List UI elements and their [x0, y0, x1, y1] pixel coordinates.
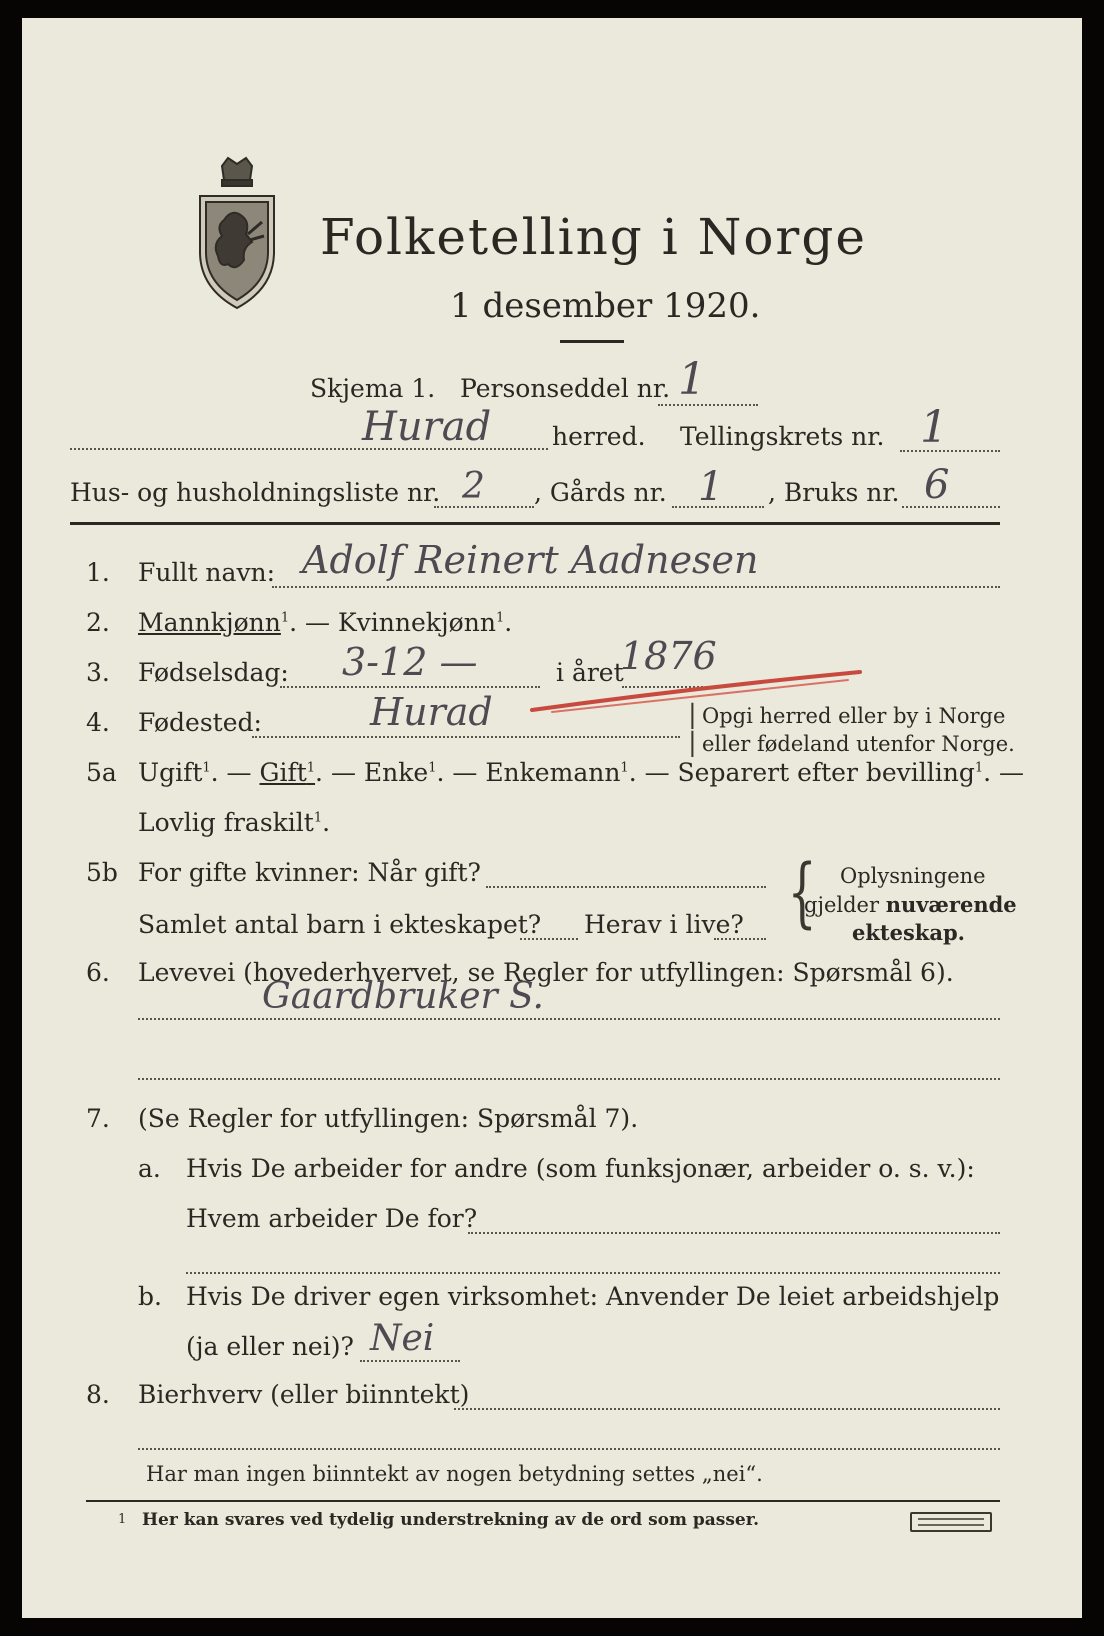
q8-label: Bierhverv (eller biinntekt) [138, 1380, 470, 1409]
q1-number: 1. [86, 558, 110, 587]
option-end: . [504, 608, 513, 637]
q8-number: 8. [86, 1380, 110, 1409]
hus-value[interactable]: 2 [462, 466, 485, 507]
employer-line [468, 1232, 1000, 1234]
q2-options [138, 608, 512, 637]
q7-label: (Se Regler for utfyllingen: Spørsmål 7). [138, 1104, 639, 1133]
hired-help-line [360, 1360, 460, 1362]
q3-label: Fødselsdag: [138, 658, 289, 687]
q5b-note-line2-a: gjelder [804, 893, 886, 917]
footnote-mark: 1 [620, 760, 629, 776]
footnote-mark: 1 [202, 760, 211, 776]
q5b-married-label: For gifte kvinner: Når gift? [138, 858, 481, 887]
header-rule [70, 522, 1000, 525]
ugift-option[interactable]: Ugift [138, 758, 203, 787]
birthplace-note-line2: eller fødeland utenfor Norge. [702, 732, 1015, 756]
q7b-text: Hvis De driver egen virksomhet: Anvender De leiet arbeidshjelp [186, 1282, 1000, 1311]
hired-help-value[interactable]: Nei [370, 1318, 435, 1359]
q5b-alive-label: Herav i live? [584, 910, 744, 939]
census-date: 1 desember 1920. [450, 286, 761, 326]
children-alive-line [714, 938, 766, 940]
birthday-value[interactable]: 3-12 — [342, 640, 478, 684]
tellingskrets-value[interactable]: 1 [920, 402, 948, 453]
birthplace-value[interactable]: Hurad [370, 690, 493, 734]
q5a-number: 5a [86, 758, 117, 787]
schema-label: Skjema 1. [310, 374, 436, 403]
separert-option[interactable]: Separert efter bevilling [677, 758, 975, 787]
option-separator: . — [315, 758, 364, 787]
option-separator: . — [210, 758, 260, 787]
option-separator: . — [983, 758, 1025, 787]
footnote-mark: 1 [428, 760, 437, 776]
q4-number: 4. [86, 708, 110, 737]
q5b-number: 5b [86, 858, 118, 887]
q6-number: 6. [86, 958, 110, 987]
form-title: Folketelling i Norge [320, 208, 867, 266]
title-divider [560, 340, 624, 343]
personseddel-label: Personseddel nr. [460, 374, 671, 403]
q7a-letter: a. [138, 1154, 161, 1183]
bruks-line [902, 506, 1000, 508]
footnote-number: 1 [118, 1512, 127, 1527]
footer-rule [86, 1500, 1000, 1502]
enkemann-option[interactable]: Enkemann [485, 758, 621, 787]
option-separator: . — [436, 758, 486, 787]
footnote-mark: 1 [974, 760, 984, 776]
enke-option[interactable]: Enke [363, 758, 429, 787]
bruks-value[interactable]: 6 [924, 462, 950, 508]
occupation-line [138, 1018, 1000, 1020]
marital-options-cont: Lovlig fraskilt$^1$. [138, 808, 331, 837]
marital-options [138, 758, 1024, 787]
year-label: i året [556, 658, 624, 687]
q1-line [272, 586, 1000, 588]
option-separator: . — [289, 608, 338, 637]
q3-number: 3. [86, 658, 110, 687]
printer-stamp-icon [910, 1512, 992, 1532]
footnote-mark: 1 [313, 810, 323, 826]
footnote-mark: 1 [306, 760, 316, 776]
occupation-line-2 [138, 1078, 1000, 1080]
q7a-sub: Hvem arbeider De for? [186, 1204, 478, 1233]
employer-line-2 [186, 1272, 1000, 1274]
q5b-note-line2 [804, 892, 1017, 917]
q5b-children-label: Samlet antal barn i ekteskapet? [138, 910, 542, 939]
q6-label: Levevei (hovederhvervet, se Regler for utfyllingen: Spørsmål 6). [138, 958, 954, 987]
census-form-page [22, 18, 1082, 1618]
male-option[interactable]: Mannkjønn [138, 608, 281, 637]
personseddel-value[interactable]: 1 [678, 354, 706, 405]
gards-label: , Gårds nr. [534, 478, 667, 507]
q7a-text: Hvis De arbeider for andre (som funksjonær, arbeider o. s. v.): [186, 1154, 975, 1183]
herred-value[interactable]: Hurad [362, 404, 492, 450]
q7-number: 7. [86, 1104, 110, 1133]
herred-label: herred. [552, 422, 646, 451]
hus-label: Hus- og husholdningsliste nr. [70, 478, 441, 507]
gards-value[interactable]: 1 [698, 464, 724, 510]
q2-number: 2. [86, 608, 110, 637]
side-income-note: Har man ingen biinntekt av nogen betydning settes „nei“. [146, 1462, 763, 1486]
side-income-line [454, 1408, 1000, 1410]
option-separator: . — [628, 758, 678, 787]
q5b-note-line3: ekteskap. [852, 920, 965, 945]
q5b-note-line2-b: nuværende [885, 892, 1017, 917]
note-brace-icon: | [688, 728, 697, 758]
footnote-mark: 1 [495, 610, 505, 626]
personseddel-line [658, 404, 758, 406]
female-option[interactable]: Kvinnekjønn [337, 608, 496, 637]
q5b-note-line1: Oplysningene [840, 864, 986, 888]
q7b-sub: (ja eller nei)? [186, 1332, 354, 1361]
birthplace-note-line1: Opgi herred eller by i Norge [702, 704, 1006, 728]
occupation-value[interactable]: Gaardbruker S. [262, 976, 544, 1017]
tellingskrets-line [900, 450, 1000, 452]
birthday-line [280, 686, 540, 688]
children-count-line [520, 938, 578, 940]
gift-option[interactable] [260, 758, 316, 787]
married-date-line [486, 886, 766, 888]
q1-label: Fullt navn: [138, 558, 276, 587]
bruks-label: , Bruks nr. [768, 478, 900, 507]
q7b-letter: b. [138, 1282, 162, 1311]
birthplace-line [252, 736, 680, 738]
side-income-line-2 [138, 1448, 1000, 1450]
fraskilt-option[interactable]: Lovlig fraskilt [138, 808, 314, 837]
footnote-mark: 1 [280, 610, 290, 626]
footnote-text: Her kan svares ved tydelig understrekning av de ord som passer. [142, 1510, 760, 1530]
tellingskrets-label: Tellingskrets nr. [680, 422, 885, 451]
note-brace-icon: { [787, 847, 817, 936]
birth-year-value[interactable]: 1876 [620, 634, 717, 678]
note-brace-icon: | [688, 700, 697, 730]
q4-label: Fødested: [138, 708, 262, 737]
coat-of-arms-icon [192, 156, 282, 312]
full-name-value[interactable]: Adolf Reinert Aadnesen [302, 538, 759, 582]
gift-option-label: Gift [259, 758, 307, 787]
